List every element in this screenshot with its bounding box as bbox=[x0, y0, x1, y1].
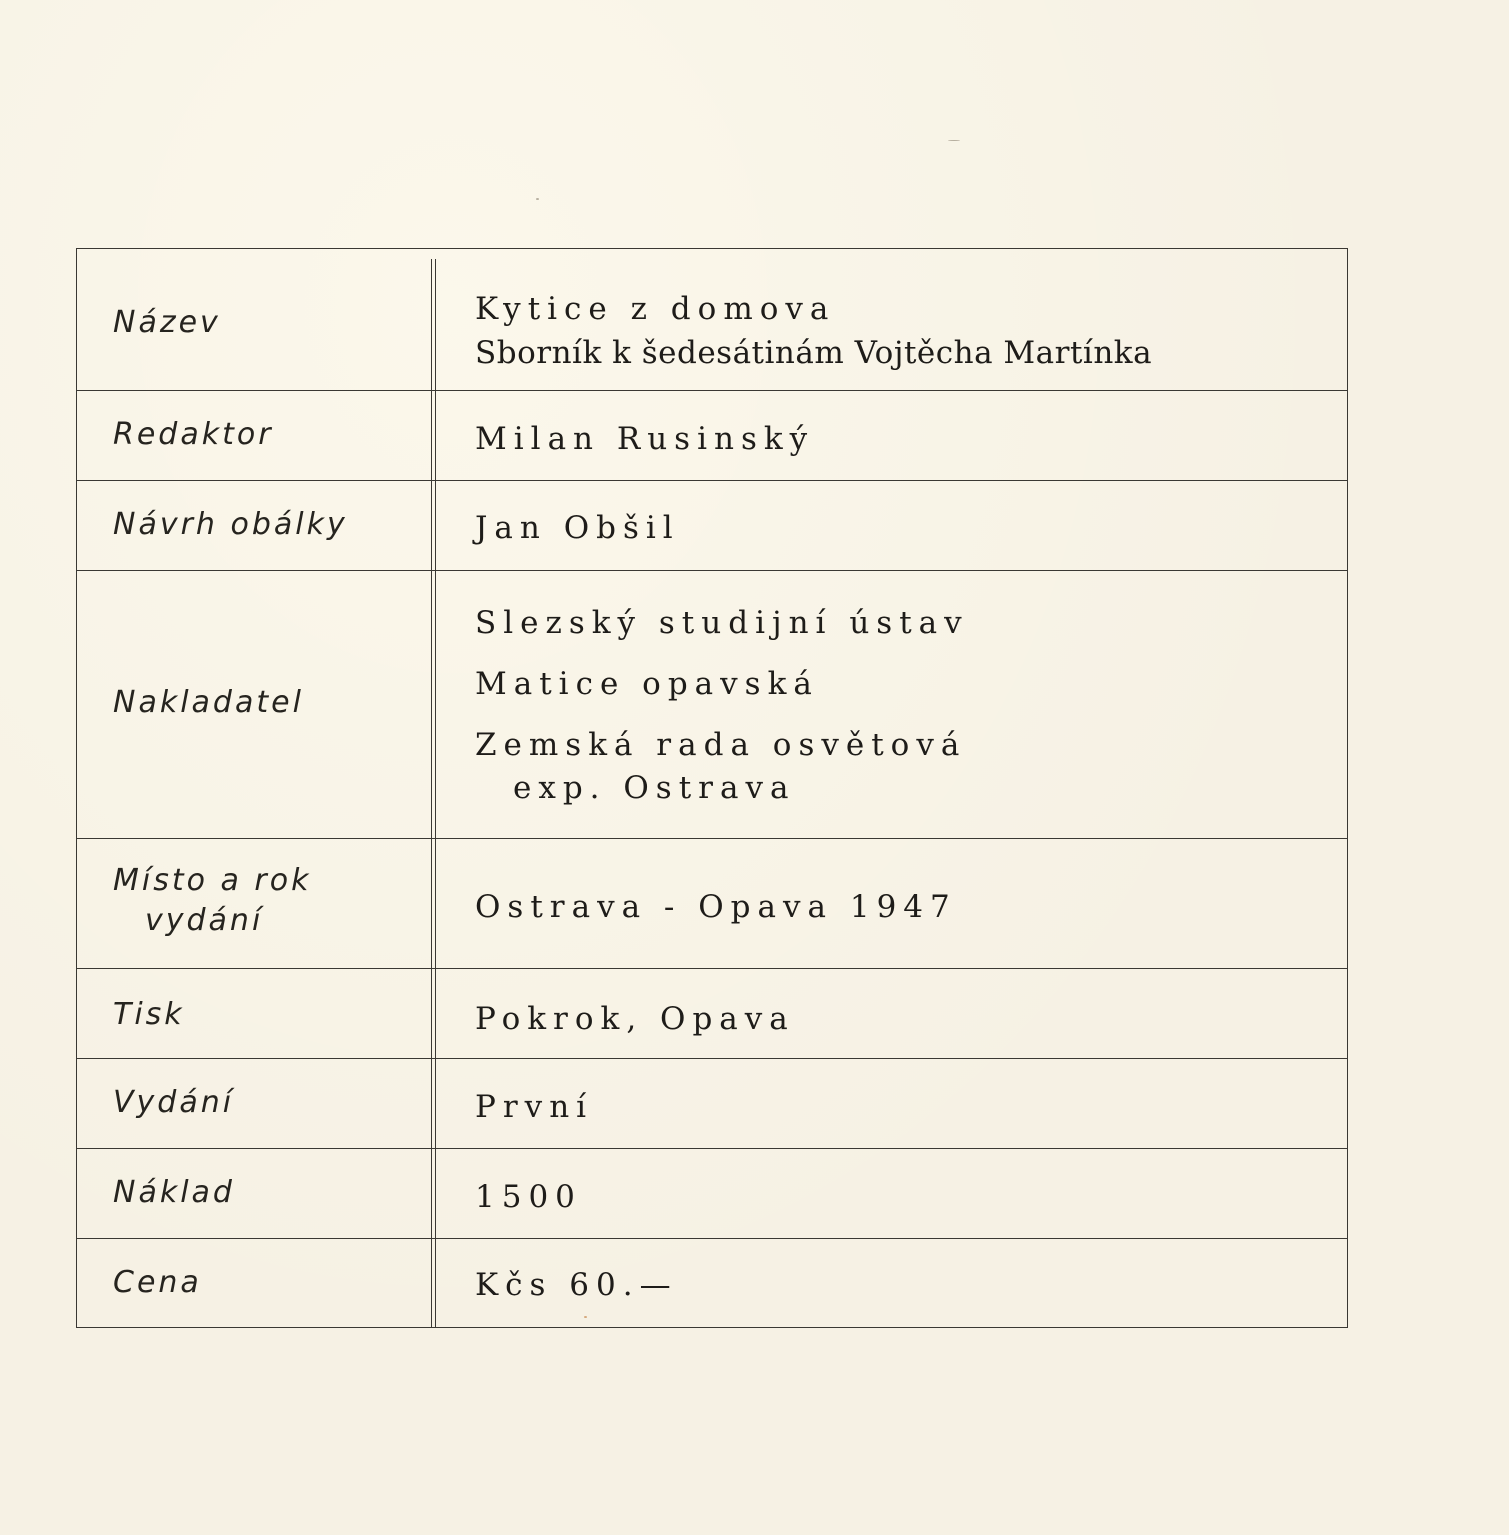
table-row-editor bbox=[77, 391, 1347, 481]
place-year: Ostrava - Opava 1947 bbox=[475, 889, 957, 925]
table-row-edition bbox=[77, 1059, 1347, 1149]
value-print bbox=[475, 997, 795, 1041]
label-place-year-line2: vydání bbox=[145, 903, 264, 938]
label-edition: Vydání bbox=[113, 1085, 235, 1120]
cover-designer-name: Jan Obšil bbox=[475, 510, 680, 546]
value-publisher bbox=[475, 601, 969, 810]
label-publisher: Nakladatel bbox=[113, 685, 304, 720]
publisher-line: Matice opavská bbox=[475, 666, 819, 702]
table-row-print bbox=[77, 969, 1347, 1059]
label-place-year bbox=[113, 861, 311, 941]
value-title bbox=[475, 287, 1152, 375]
value-edition bbox=[475, 1085, 593, 1129]
price: Kčs 60.— bbox=[475, 1267, 678, 1303]
label-title: Název bbox=[113, 305, 221, 340]
edition: První bbox=[475, 1089, 594, 1125]
paper-speck bbox=[948, 140, 960, 141]
colophon-table bbox=[76, 248, 1348, 1328]
publisher-line: Slezský studijní ústav bbox=[475, 605, 969, 641]
label-print-run: Náklad bbox=[113, 1175, 235, 1210]
label-editor: Redaktor bbox=[113, 417, 274, 452]
editor-name: Milan Rusinský bbox=[475, 421, 815, 457]
label-cover-design: Návrh obálky bbox=[113, 507, 348, 542]
table-row-price bbox=[77, 1239, 1347, 1327]
paper-speck bbox=[536, 198, 539, 200]
publisher-line: Zemská rada osvětová bbox=[475, 727, 967, 763]
book-subtitle: Sborník k šedesátinám Vojtěcha Martínka bbox=[475, 335, 1153, 371]
value-editor bbox=[475, 417, 814, 461]
value-price bbox=[475, 1263, 678, 1307]
book-title: Kytice z domova bbox=[475, 291, 836, 327]
label-price: Cena bbox=[113, 1265, 202, 1300]
label-place-year-line1: Místo a rok bbox=[113, 863, 312, 898]
print-run: 1500 bbox=[475, 1179, 582, 1215]
label-print: Tisk bbox=[113, 997, 185, 1032]
value-print-run bbox=[475, 1175, 582, 1219]
table-row-print-run bbox=[77, 1149, 1347, 1239]
printer-name: Pokrok, Opava bbox=[475, 1001, 795, 1037]
table-row-publisher bbox=[77, 571, 1347, 839]
publisher-line: exp. Ostrava bbox=[513, 770, 796, 806]
value-cover-design bbox=[475, 506, 680, 550]
table-row-title bbox=[77, 249, 1347, 391]
value-place-year bbox=[475, 885, 957, 929]
table-row-cover-design bbox=[77, 481, 1347, 571]
table-row-place-year bbox=[77, 839, 1347, 969]
